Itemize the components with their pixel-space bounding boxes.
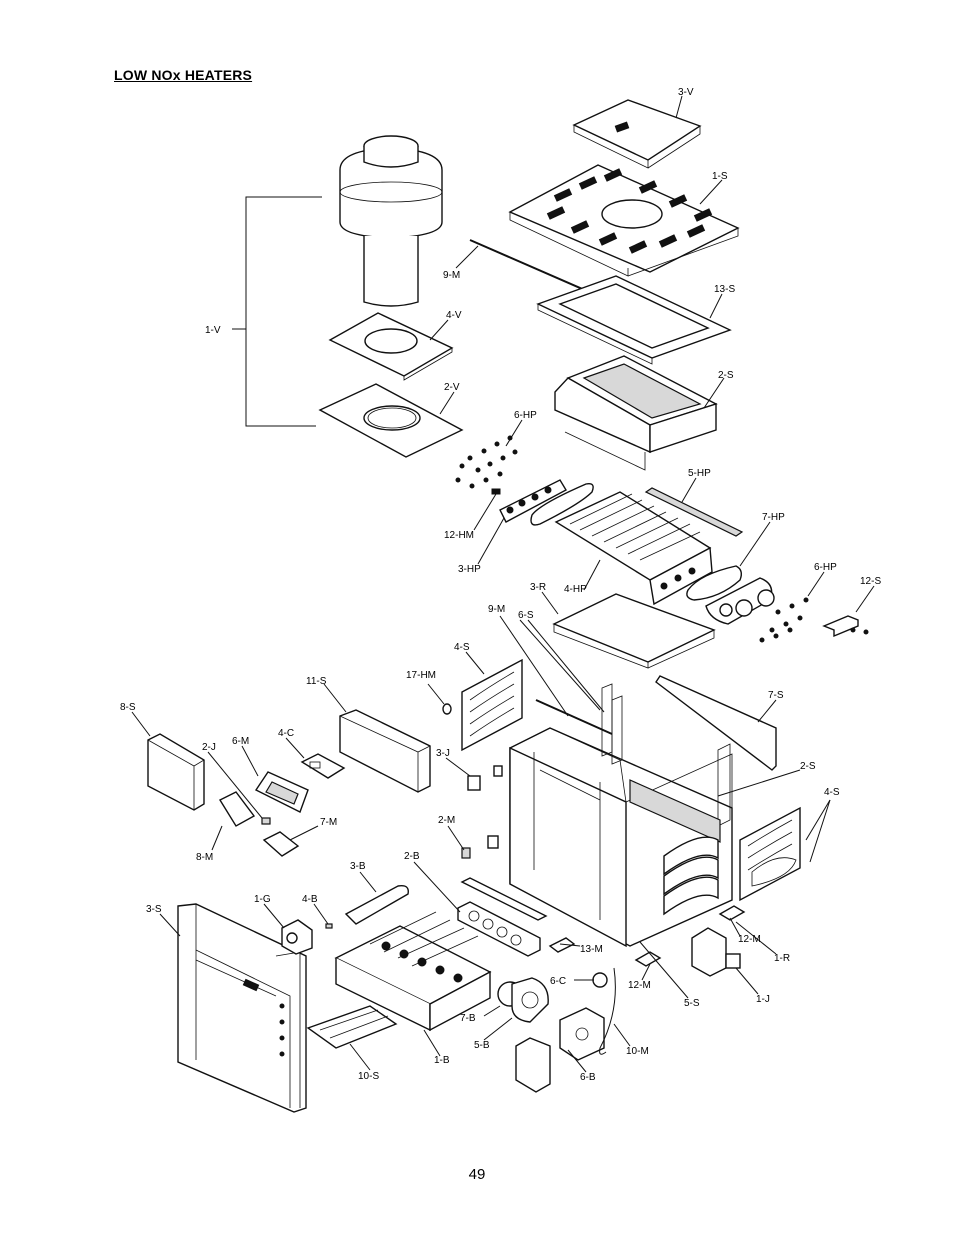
label-2-j: 2-J xyxy=(202,742,216,753)
label-12-m-right: 12-M xyxy=(738,934,761,945)
label-10-m: 10-M xyxy=(626,1046,649,1057)
label-3-r: 3-R xyxy=(530,582,547,593)
label-3-b: 3-B xyxy=(350,861,366,872)
label-7-hp: 7-HP xyxy=(762,512,785,523)
label-6-hp-left: 6-HP xyxy=(514,410,537,421)
label-1-g: 1-G xyxy=(254,894,271,905)
label-3-s: 3-S xyxy=(146,904,162,915)
label-3-j: 3-J xyxy=(436,748,450,759)
label-10-s: 10-S xyxy=(358,1071,380,1082)
heat-exchanger-assembly xyxy=(456,436,868,668)
label-4-c: 4-C xyxy=(278,728,295,739)
label-12-s: 12-S xyxy=(860,576,882,587)
label-1-r: 1-R xyxy=(774,953,791,964)
top-cover-assembly xyxy=(470,100,738,470)
label-3-v: 3-V xyxy=(678,87,694,98)
label-12-m-left: 12-M xyxy=(628,980,651,991)
label-8-m: 8-M xyxy=(196,852,214,863)
label-5-s: 5-S xyxy=(684,998,700,1009)
label-4-v: 4-V xyxy=(446,310,462,321)
cabinet-assembly xyxy=(340,620,800,946)
vent-assembly xyxy=(232,136,462,457)
label-13-s: 13-S xyxy=(714,284,736,295)
label-4-s-right: 4-S xyxy=(824,787,840,798)
label-6-hp-right: 6-HP xyxy=(814,562,837,573)
label-4-hp: 4-HP xyxy=(564,584,587,595)
label-4-s-left: 4-S xyxy=(454,642,470,653)
label-2-s-top: 2-S xyxy=(718,370,734,381)
label-5-hp: 5-HP xyxy=(688,468,711,479)
label-7-b: 7-B xyxy=(460,1013,476,1024)
page-number: 49 xyxy=(468,1166,486,1183)
label-3-hp: 3-HP xyxy=(458,564,481,575)
label-6-c: 6-C xyxy=(550,976,567,987)
label-2-m: 2-M xyxy=(438,815,456,826)
label-1-b: 1-B xyxy=(434,1055,450,1066)
label-11-s: 11-S xyxy=(306,676,327,687)
label-4-b: 4-B xyxy=(302,894,318,905)
label-1-j: 1-J xyxy=(756,994,770,1005)
label-2-s-mid: 2-S xyxy=(800,761,816,772)
label-6-s: 6-S xyxy=(518,610,534,621)
label-7-s: 7-S xyxy=(768,690,784,701)
page-title: LOW NOx HEATERS xyxy=(114,67,253,83)
label-2-b: 2-B xyxy=(404,851,420,862)
label-17-hm: 17-HM xyxy=(406,670,437,681)
label-9-m-mid: 9-M xyxy=(488,604,506,615)
label-8-s: 8-S xyxy=(120,702,136,713)
label-9-m-top: 9-M xyxy=(443,270,461,281)
label-13-m: 13-M xyxy=(580,944,603,955)
label-6-b: 6-B xyxy=(580,1072,596,1083)
label-1-s: 1-S xyxy=(712,171,728,182)
label-12-hm: 12-HM xyxy=(444,530,475,541)
label-5-b: 5-B xyxy=(474,1040,490,1051)
label-7-m: 7-M xyxy=(320,817,338,828)
label-1-v: 1-V xyxy=(205,325,221,336)
label-2-v: 2-V xyxy=(444,382,460,393)
label-6-m: 6-M xyxy=(232,736,250,747)
